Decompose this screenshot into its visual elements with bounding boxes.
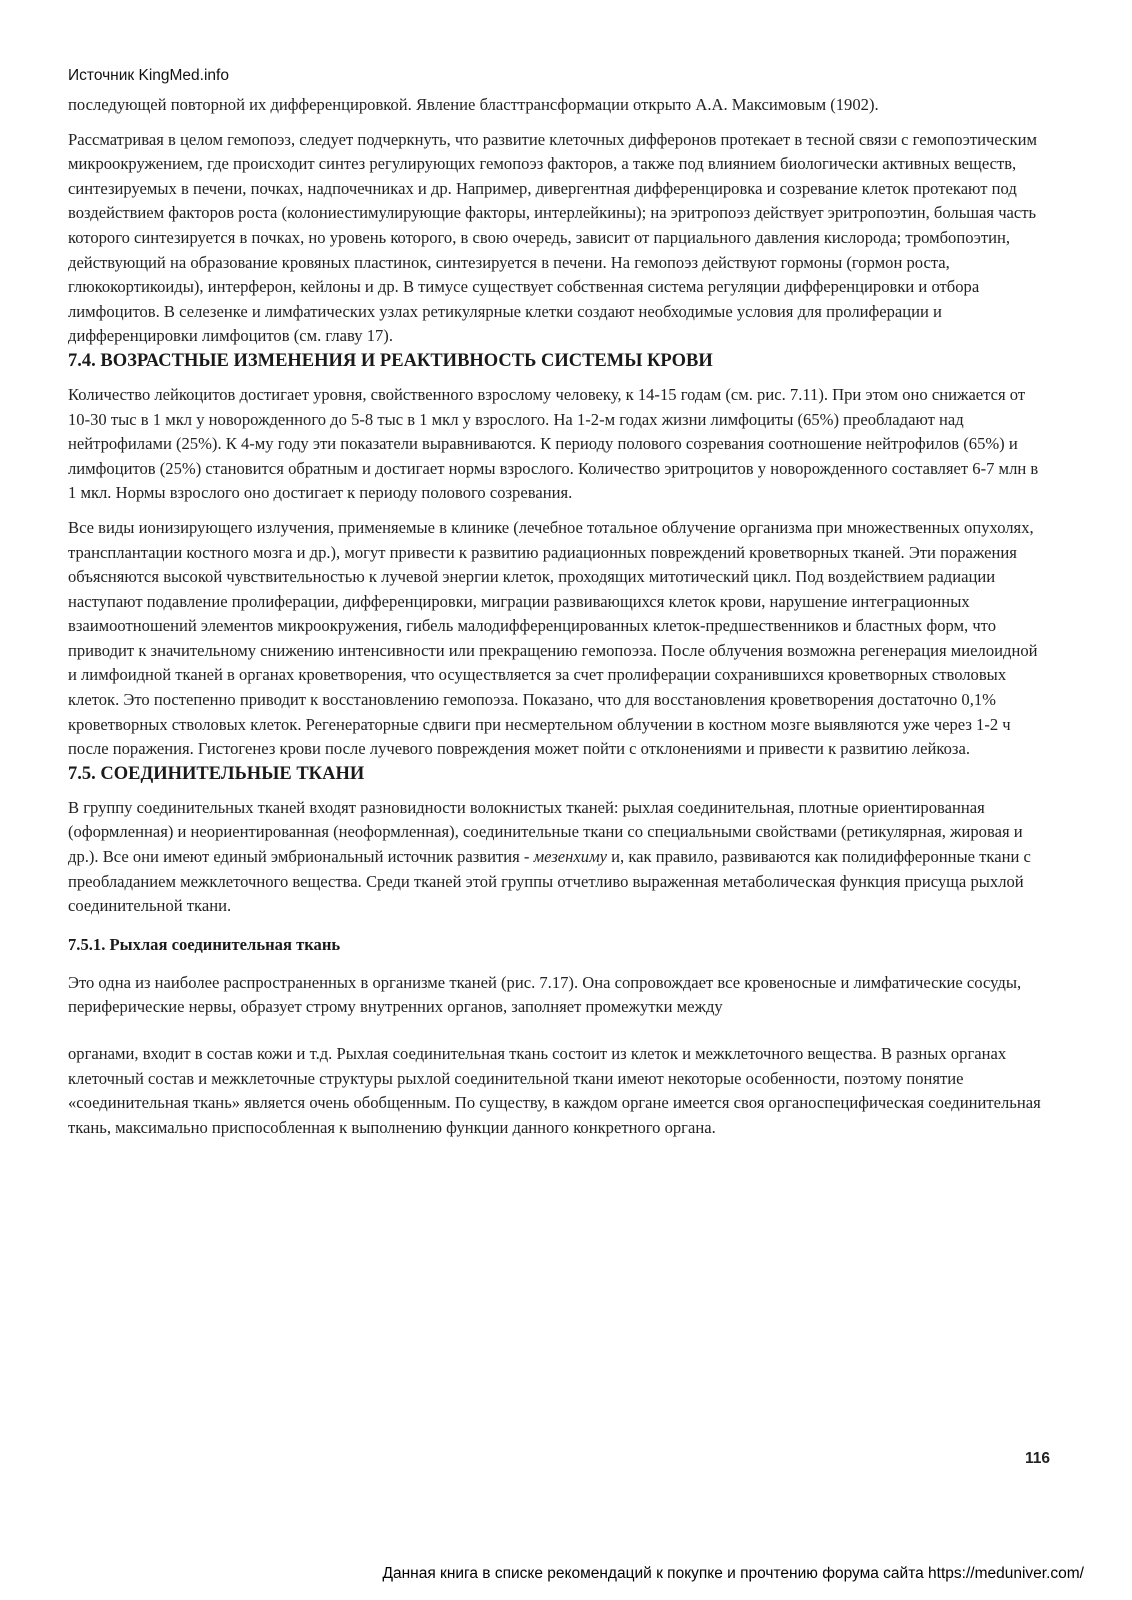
footer-recommendation: Данная книга в списке рекомендаций к покупке и прочтению форума сайта https://meduniver.com/ (382, 1565, 1084, 1582)
page-number: 116 (1024, 1450, 1050, 1467)
paragraph-text-part: В группу соединительных тканей входят разновидности волокнистых тканей: рыхлая соединительная, плотные ориентированная (оформленная) и неориентированная (неоформленная), соединительные ткани со специальными свойствами (ретикулярная, жировая и др.). Все они имеют единый эмбриональный источник развития - (68, 797, 1023, 867)
paragraph-radiation-damage: Все виды ионизирующего излучения, применяемые в клинике (лечебное тотальное облучение организма при множественных опухолях, трансплантации костного мозга и др.), могут привести к развитию радиационных повреждений кроветворных тканей. Эти поражения объясняются высокой чувствительностью к лучевой энергии клеток, проходящих митотический цикл. Под воздействием радиации наступают подавление пролиферации, дифференцировки, миграции развивающихся клеток крови, нарушение интеграционных взаимоотношений элементов микроокружения, гибель малодифференцированных клеток-предшественников и бластных форм, что приводит к значительному снижению интенсивности или прекращению гемопоэза. После облучения возможна регенерация миелоидной и лимфоидной тканей в органах кроветворения, что осуществляется за счет пролиферации сохранившихся кроветворных стволовых клеток. Это постепенно приводит к восстановлению гемопоэза. Показано, что для восстановления кроветворения достаточно 0,1% кроветворных стволовых клеток. Регенераторные сдвиги при несмертельном облучении в костном мозге выявляются уже через 1-2 ч после поражения. Гистогенез крови после лучевого повреждения может пойти с отклонениями и привести к развитию лейкоза. (68, 517, 1038, 759)
paragraph-loose-tissue-distribution: Это одна из наиболее распространенных в организме тканей (рис. 7.17). Она сопровождает все кровеносные и лимфатические сосуды, периферические нервы, образует строму внутренних органов, заполняет промежутки между (68, 972, 1022, 1017)
paragraph-loose-tissue-composition: органами, входит в состав кожи и т.д. Рыхлая соединительная ткань состоит из клеток и межклеточного вещества. В разных органах клеточный состав и межклеточные структуры рыхлой соединительной ткани имеют некоторые особенности, поэтому понятие «соединительная ткань» является очень обобщенным. По существу, в каждом органе имеется своя органоспецифическая соединительная ткань, максимально приспособленная к выполнению функции данного конкретного органа. (68, 1044, 1041, 1137)
section-heading-7-4: 7.4. ВОЗРАСТНЫЕ ИЗМЕНЕНИЯ И РЕАКТИВНОСТЬ СИСТЕМЫ КРОВИ (68, 350, 713, 371)
paragraph-text-part: и, как правило, развиваются как полидифферонные ткани с преобладанием межклеточного вещества. Среди тканей этой группы отчетливо выраженная метаболическая функция присуща рыхлой соединительной ткани. (68, 847, 1031, 916)
section-heading-7-5: 7.5. СОЕДИНИТЕЛЬНЫЕ ТКАНИ (68, 763, 365, 784)
paragraph-connective-tissue-types (68, 796, 1050, 919)
emphasis-mesenchyme: мезенхиму (533, 847, 608, 867)
page-content (68, 93, 1050, 1140)
paragraph-blast-transformation: последующей повторной их дифференцировкой. Явление бласттрансформации открыто А.А. Максимовым (1902). (68, 95, 879, 114)
paragraph-hemopoiesis-regulation: Рассматривая в целом гемопоэз, следует подчеркнуть, что развитие клеточных дифферонов протекает в тесной связи с гемопоэтическим микроокружением, где происходит синтез регулирующих гемопоэз факторов, а также под влиянием биологически активных веществ, синтезируемых в печени, почках, надпочечниках и др. Например, дивергентная дифференцировка и созревание клеток протекают под воздействием факторов роста (колониестимулирующие факторы, интерлейкины); на эритропоэз действует эритропоэтин, большая часть которого синтезируется в почках, но уровень которого, в свою очередь, зависит от парциального давления кислорода; тромбопоэтин, действующий на образование кровяных пластинок, синтезируется в печени. На гемопоэз действуют гормоны (гормон роста, глюкокортикоиды), интерферон, кейлоны и др. В тимусе существует собственная система регуляции дифференцировки и отбора лимфоцитов. В селезенке и лимфатических узлах ретикулярные клетки создают необходимые условия для пролиферации и дифференцировки лимфоцитов (см. главу 17). (68, 129, 1037, 346)
source-header: Источник KingMed.info (68, 67, 229, 84)
subsection-heading-7-5-1: 7.5.1. Рыхлая соединительная ткань (68, 934, 341, 954)
paragraph-leukocyte-age: Количество лейкоцитов достигает уровня, свойственного взрослому человеку, к 14-15 годам (см. рис. 7.11). При этом оно снижается от 10-30 тыс в 1 мкл у новорожденного до 5-8 тыс в 1 мкл у взрослого. На 1-2-м годах жизни лимфоциты (65%) преобладают над нейтрофилами (25%). К 4-му году эти показатели выравниваются. К периоду полового созревания соотношение нейтрофилов (65%) и лимфоцитов (25%) становится обратным и достигает нормы взрослого. Количество эритроцитов у новорожденного составляет 6-7 млн в 1 мкл. Нормы взрослого оно достигает к периоду полового созревания. (68, 384, 1039, 503)
